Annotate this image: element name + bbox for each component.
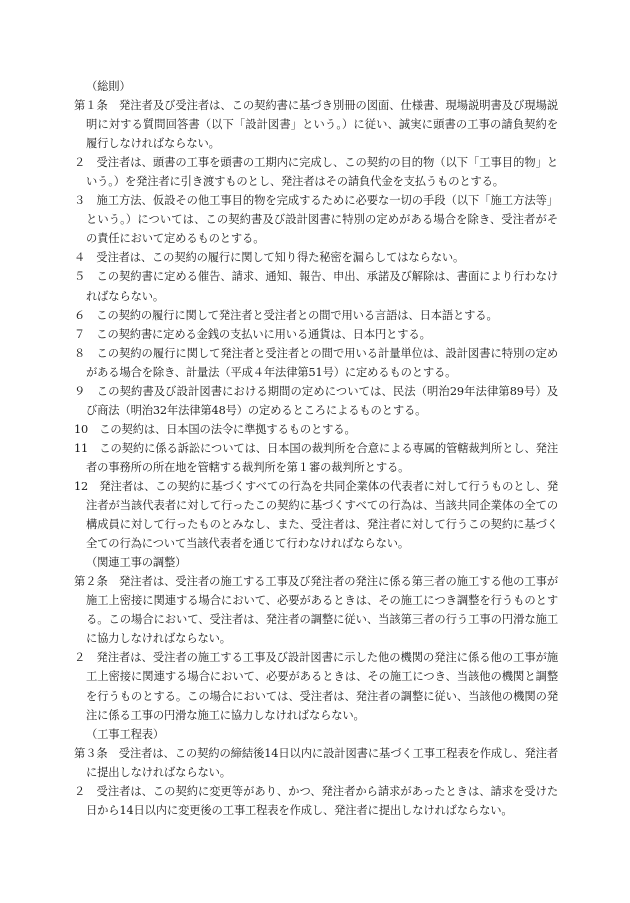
item-text: この契約に係る訴訟については、日本国の裁判所を合意による専属的管轄裁判所とし、発注者の事務所の所在地を管轄する裁判所を第１審の裁判所とする。 [86,441,558,474]
item-number: 10 [74,422,89,436]
article-1-item-2 [74,153,558,191]
article-1-item-9 [74,382,558,420]
item-number: ４ [74,251,86,265]
item-text: 施工方法、仮設その他工事目的物を完成するために必要な一切の手段（以下「施工方法等」という。）については、この契約書及び設計図書に特別の定めがある場合を除き、受注者がその責任において定めるものとする。 [85,194,558,246]
item-number: 11 [74,441,89,455]
item-text: この契約の履行に関して発注者と受注者との間で用いる言語は、日本語とする。 [85,308,498,322]
article-1-item-10 [74,420,558,439]
article-1-item-6 [74,306,558,325]
item-number: ２ [74,651,86,665]
article-label: 第３条 [74,746,108,760]
article-label: 第１条 [74,99,108,113]
contract-document [74,77,558,820]
article-2 [74,572,558,648]
heading-schedule: （工事工程表） [86,727,165,741]
item-number: ２ [74,156,86,170]
article-3-item-2 [74,782,558,820]
article-1-item-8 [74,344,558,382]
item-text: 発注者は、この契約に基づくすべての行為を共同企業体の代表者に対して行うものとし、発注者が当該代表者に対して行ったこの契約に基づくすべての行為は、当該共同企業体の全ての構成員に対して行ったものとみなし、また、受注者は、発注者に対して行うこの契約に基づく全ての行為について当該代表者を通じて行わなければならない。 [86,479,558,551]
item-text: この契約書に定める催告、請求、通知、報告、申出、承諾及び解除は、書面により行わなければならない。 [85,270,558,303]
article-text: 発注者及び受注者は、この契約書に基づき別冊の図面、仕様書、現場説明書及び現場説明に対する質問回答書（以下「設計図書」という。）に従い、誠実に頭書の工事の請負契約を履行しなければならない。 [86,99,558,151]
article-text: 受注者は、この契約の締結後14日以内に設計図書に基づく工事工程表を作成し、発注者に提出しなければならない。 [86,746,558,779]
article-1-item-3 [74,191,558,248]
heading-general: （総則） [86,80,131,93]
item-number: ７ [74,327,86,341]
article-1 [74,96,558,153]
item-text: 受注者は、頭書の工事を頭書の工期内に完成し、この契約の目的物（以下「工事目的物」という。）を発注者に引き渡すものとし、発注者はその請負代金を支払うものとする。 [85,156,558,189]
article-1-item-11 [74,439,558,477]
item-number: ８ [74,346,86,360]
item-number: ９ [74,384,86,398]
article-label: 第２条 [74,575,108,589]
item-number: ２ [74,784,86,798]
item-text: この契約書に定める金銭の支払いに用いる通貨は、日本円とする。 [85,327,431,341]
article-3 [74,744,558,782]
item-number: ５ [74,270,86,284]
item-text: この契約の履行に関して発注者と受注者との間で用いる計量単位は、設計図書に特別の定めがある場合を除き、計量法（平成４年法律第51号）に定めるものとする。 [85,346,558,379]
article-1-item-5 [74,267,558,305]
item-number: 12 [74,479,89,493]
article-1-item-4 [74,248,558,267]
item-text: この契約書及び設計図書における期間の定めについては、民法（明治29年法律第89号）及び商法（明治32年法律第48号）の定めるところによるものとする。 [85,384,559,417]
item-text: 発注者は、受注者の施工する工事及び設計図書に示した他の機関の発注に係る他の工事が施工上密接に関連する場合において、必要があるときは、その施工につき、当該他の機関と調整を行うものとする。この場合においては、受注者は、発注者の調整に従い、当該他の機関の発注に係る工事の円滑な施工に協力しなければならない。 [85,651,558,722]
article-1-item-7 [74,325,558,344]
article-2-item-2 [74,648,558,724]
item-text: この契約は、日本国の法令に準拠するものとする。 [88,422,356,436]
heading-related-work: （関連工事の調整） [86,556,187,570]
article-text: 発注者は、受注者の施工する工事及び発注者の発注に係る第三者の施工する他の工事が施工上密接に関連する場合において、必要があるときは、その施工につき調整を行うものとする。この場合において、受注者は、発注者の調整に従い、当該第三者の行う工事の円滑な施工に協力しなければならない。 [86,575,558,646]
item-number: ６ [74,308,86,322]
item-number: ３ [74,194,86,208]
item-text: 受注者は、この契約に変更等があり、かつ、発注者から請求があったときは、請求を受けた日から14日以内に変更後の工事工程表を作成し、発注者に提出しなければならない。 [85,784,558,817]
item-text: 受注者は、この契約の履行に関して知り得た秘密を漏らしてはならない。 [85,251,465,265]
article-1-item-12 [74,477,558,553]
